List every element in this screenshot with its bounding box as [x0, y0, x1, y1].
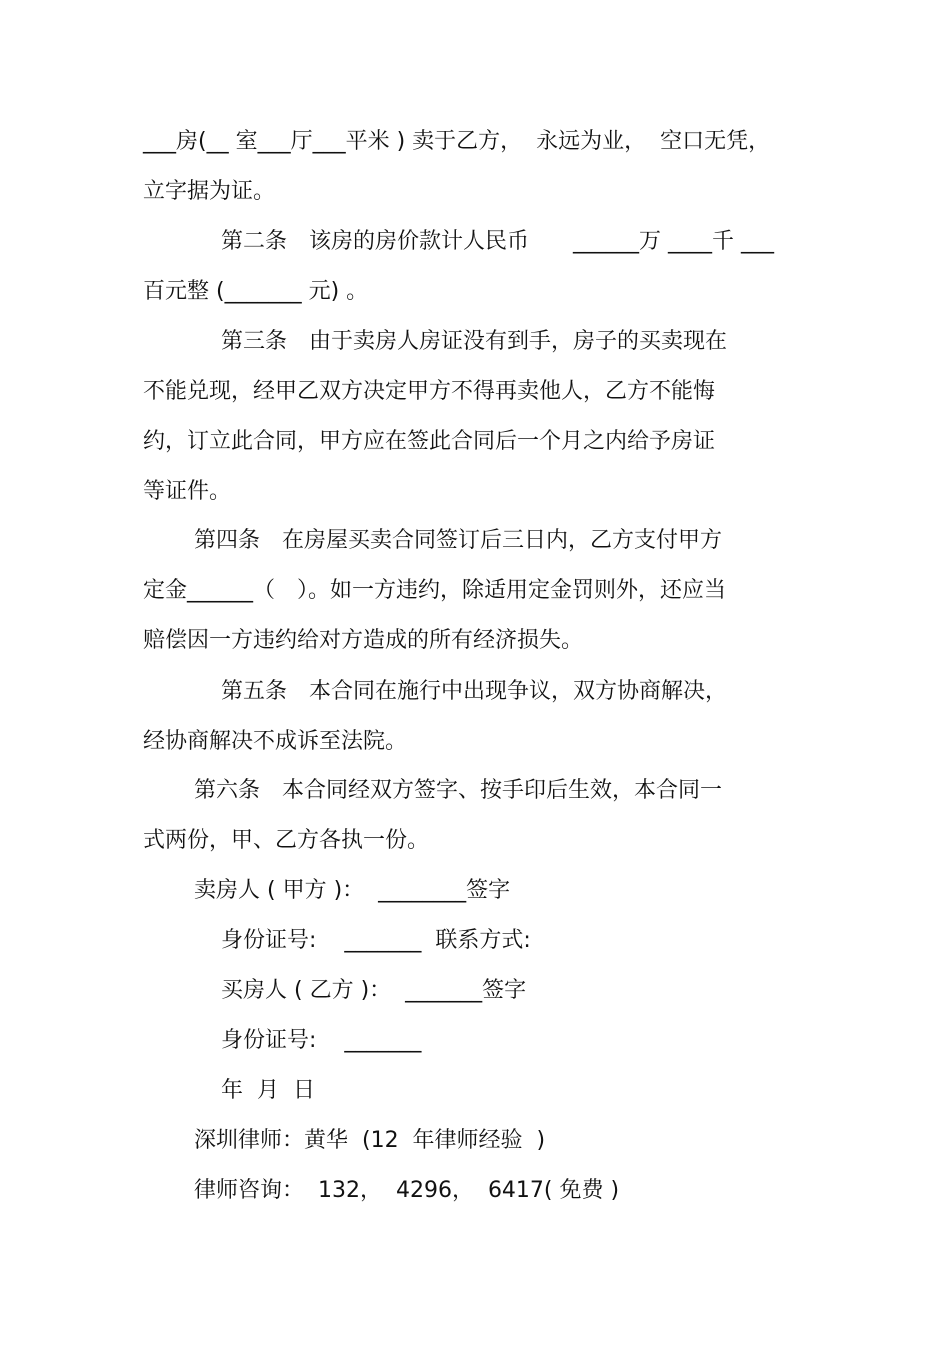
seller-signature-line: 卖房人 ( 甲方 )： ________签字: [194, 878, 511, 903]
date-line: 年 月 日: [221, 1078, 315, 1103]
text-line-1: ___房(__ 室___厅___平米 ) 卖于乙方， 永远为业， 空口无凭，: [143, 129, 771, 154]
clause-three-line-3: 约，订立此合同，甲方应在签此合同后一个月之内给予房证: [143, 429, 716, 454]
clause-six-line-1: 第六条 本合同经双方签字、按手印后生效，本合同一: [194, 778, 723, 803]
clause-four-line-3: 赔偿因一方违约给对方造成的所有经济损失。: [143, 628, 584, 653]
text-line-2: 立字据为证。: [143, 179, 276, 204]
clause-three-line-4: 等证件。: [143, 479, 232, 504]
clause-six-line-2: 式两份，甲、乙方各执一份。: [143, 828, 430, 853]
buyer-id-line: 身份证号: _______: [221, 1028, 422, 1053]
clause-two-line-1: 第二条 该房的房价款计人民币 ______万 ____千 ___: [221, 229, 774, 254]
clause-five-line-2: 经协商解决不成诉至法院。: [143, 729, 408, 754]
seller-id-contact-line: 身份证号: _______ 联系方式:: [221, 928, 531, 953]
lawyer-name-line: 深圳律师：黄华 (12 年律师经验 ): [194, 1128, 546, 1153]
clause-two-line-2: 百元整 (_______ 元) 。: [143, 279, 369, 304]
clause-four-line-2: 定金______（ ）。如一方违约，除适用定金罚则外，还应当: [143, 578, 727, 603]
lawyer-phone-line: 律师咨询： 132， 4296， 6417( 免费 ): [194, 1178, 620, 1203]
clause-four-line-1: 第四条 在房屋买卖合同签订后三日内，乙方支付甲方: [194, 528, 723, 553]
buyer-signature-line: 买房人 ( 乙方 )： _______签字: [221, 978, 527, 1003]
clause-three-line-1: 第三条 由于卖房人房证没有到手，房子的买卖现在: [221, 329, 728, 354]
clause-five-line-1: 第五条 本合同在施行中出现争议，双方协商解决，: [221, 679, 728, 704]
clause-three-line-2: 不能兑现，经甲乙双方决定甲方不得再卖他人，乙方不能悔: [143, 379, 716, 404]
